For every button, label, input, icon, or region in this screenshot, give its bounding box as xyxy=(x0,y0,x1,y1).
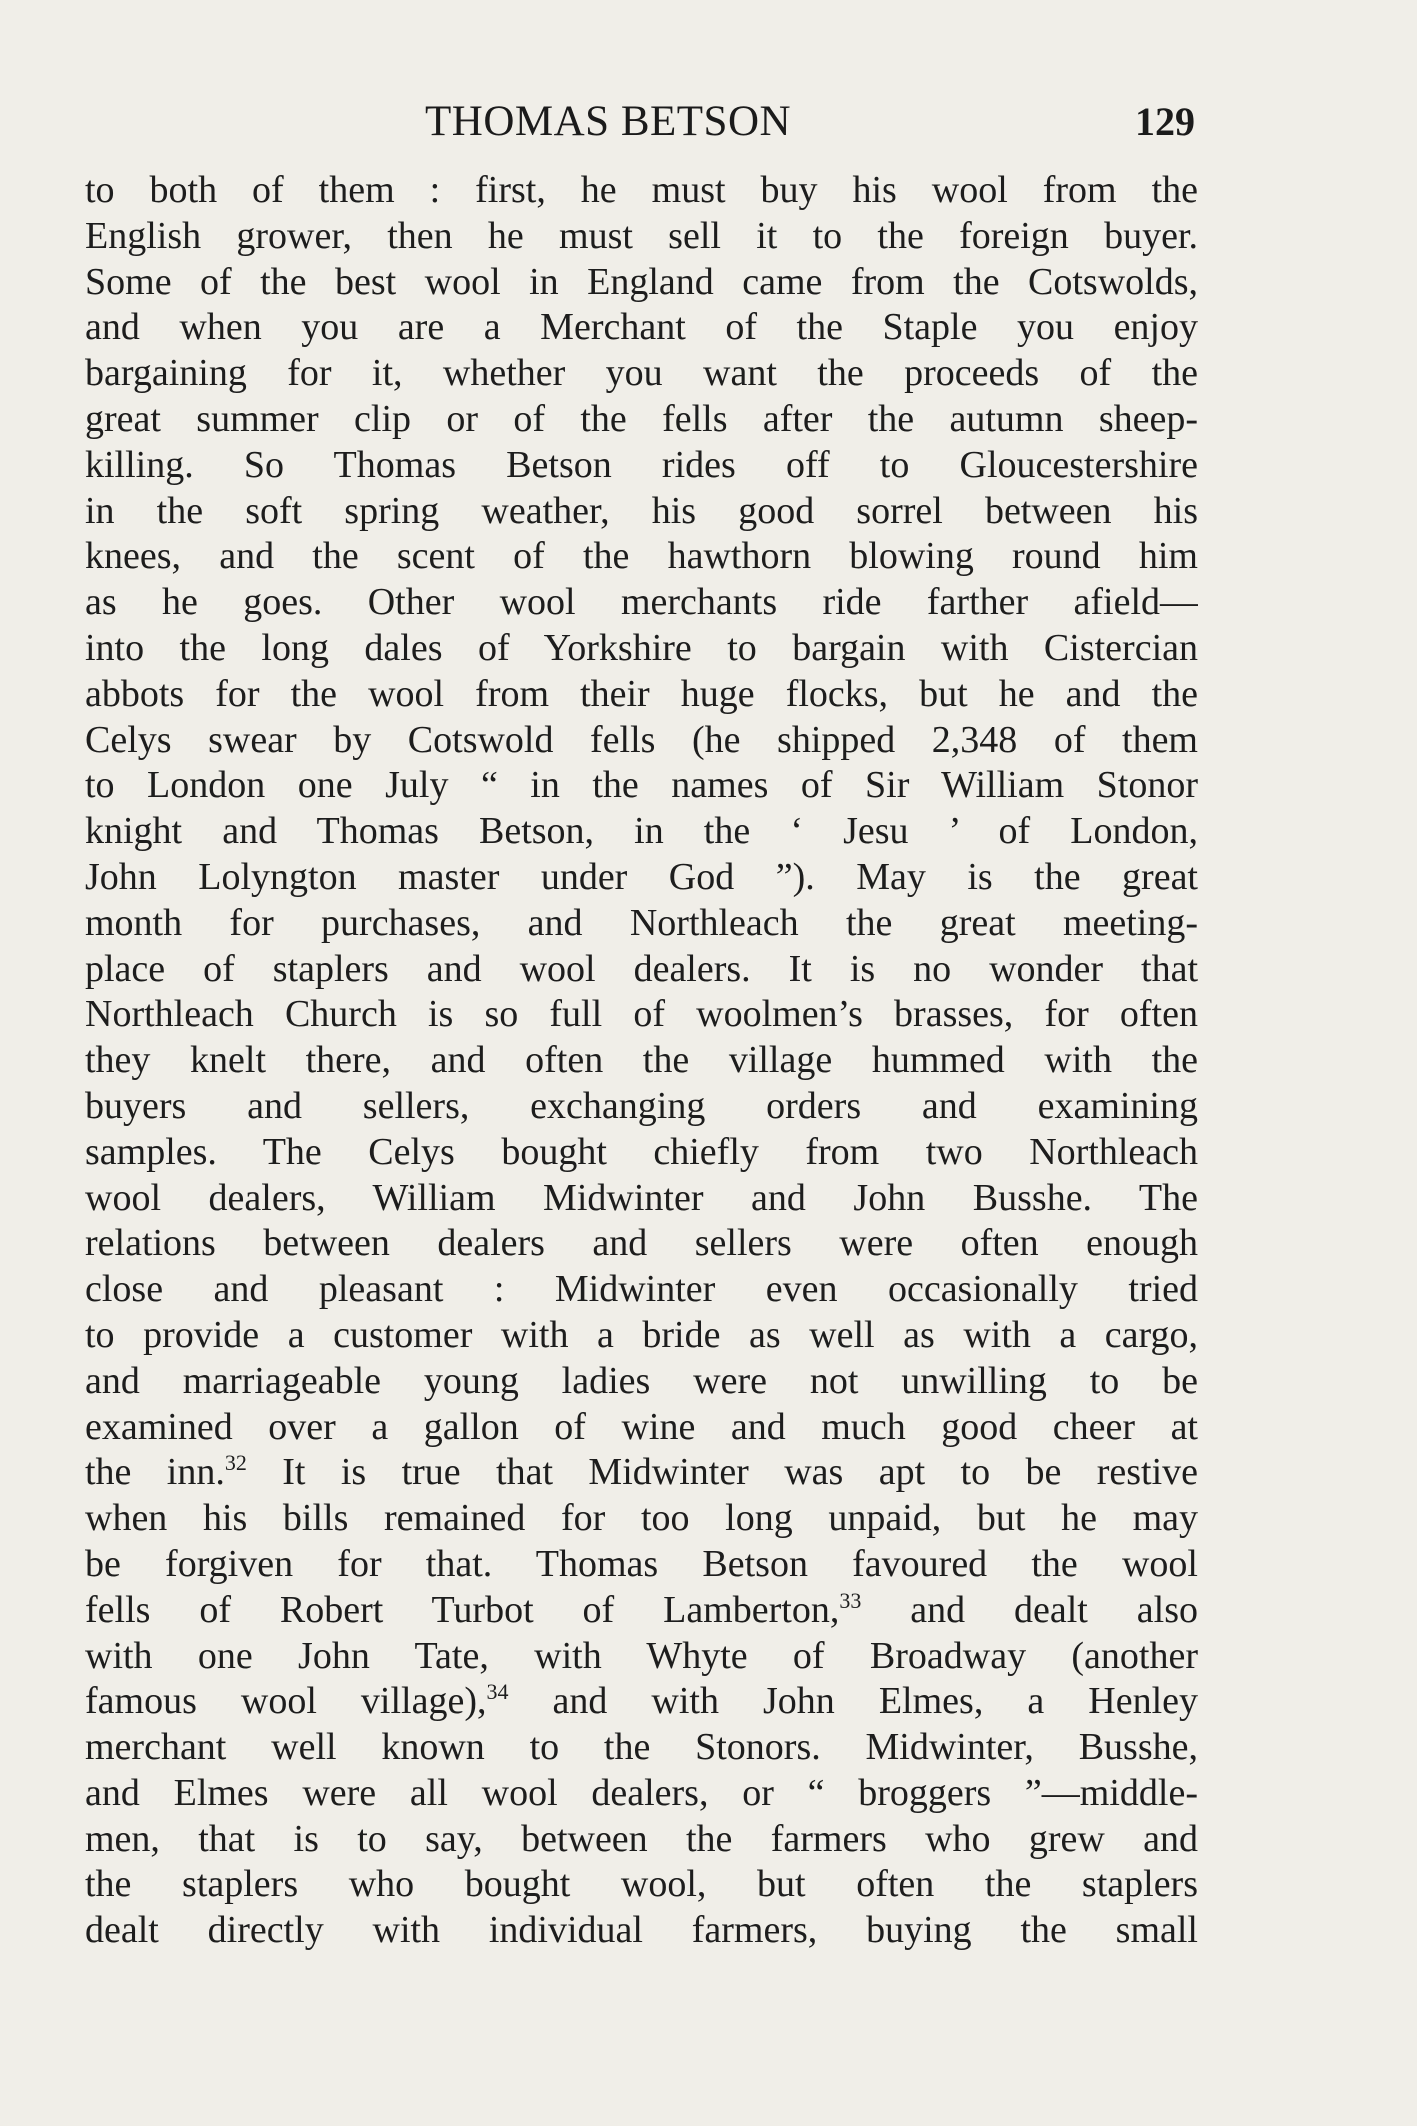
text-line xyxy=(85,1634,1198,1680)
footnote-reference: 34 xyxy=(486,1679,509,1705)
line-text: famous wool village), xyxy=(85,1680,487,1723)
line-text: English grower, then he must sell it to the foreign buyer. xyxy=(85,214,1198,257)
line-text: be forgiven for that. Thomas Betson favoured the wool xyxy=(85,1542,1198,1585)
page-header xyxy=(85,92,1195,152)
line-text: to London one July “ in the names of Sir William Stonor xyxy=(85,764,1198,807)
line-text: killing. So Thomas Betson rides off to Gloucestershire xyxy=(85,443,1198,486)
text-line xyxy=(85,168,1198,214)
line-text: to provide a customer with a bride as well as with a cargo, xyxy=(85,1313,1198,1356)
text-line xyxy=(85,1450,1198,1496)
text-line xyxy=(85,1267,1198,1313)
line-text: month for purchases, and Northleach the great meeting- xyxy=(85,901,1198,944)
page-number: 129 xyxy=(1135,99,1195,144)
text-line xyxy=(85,1496,1198,1542)
line-text: the staplers who bought wool, but often the staplers xyxy=(85,1863,1198,1906)
footnote-reference: 33 xyxy=(839,1587,862,1613)
line-text: fells of Robert Turbot of Lamberton, xyxy=(85,1588,840,1631)
text-line xyxy=(85,1359,1198,1405)
line-text: merchant well known to the Stonors. Midwinter, Busshe, xyxy=(85,1726,1198,1769)
text-line xyxy=(85,1084,1198,1130)
text-line xyxy=(85,947,1198,993)
text-line xyxy=(85,1405,1198,1451)
line-text: men, that is to say, between the farmers who grew and xyxy=(85,1817,1198,1860)
text-line xyxy=(85,214,1198,260)
line-text: abbots for the wool from their huge flocks, but he and the xyxy=(85,672,1198,715)
line-text: wool dealers, William Midwinter and John Busshe. The xyxy=(85,1176,1198,1219)
text-line xyxy=(85,901,1198,947)
text-line xyxy=(85,1908,1198,1954)
text-line xyxy=(85,397,1198,443)
text-line xyxy=(85,672,1198,718)
text-line xyxy=(85,580,1198,626)
text-line xyxy=(85,1817,1198,1863)
text-line xyxy=(85,351,1198,397)
text-line xyxy=(85,1221,1198,1267)
line-text: with one John Tate, with Whyte of Broadway (another xyxy=(85,1634,1198,1677)
line-text: they knelt there, and often the village hummed with the xyxy=(85,1039,1198,1082)
text-line xyxy=(85,992,1198,1038)
line-text: Celys swear by Cotswold fells (he shipped 2,348 of them xyxy=(85,718,1198,761)
text-line xyxy=(85,1862,1198,1908)
line-text: and when you are a Merchant of the Staple you enjoy xyxy=(85,306,1198,349)
line-text-continued: It is true that Midwinter was apt to be restive xyxy=(246,1451,1198,1494)
line-text: and marriageable young ladies were not unwilling to be xyxy=(85,1359,1198,1402)
text-line xyxy=(85,260,1198,306)
line-text: place of staplers and wool dealers. It is no wonder that xyxy=(85,947,1198,990)
line-text: bargaining for it, whether you want the proceeds of the xyxy=(85,352,1198,395)
line-text: samples. The Celys bought chiefly from two Northleach xyxy=(85,1130,1198,1173)
text-line xyxy=(85,1176,1198,1222)
line-text: the inn. xyxy=(85,1451,225,1494)
line-text: Northleach Church is so full of woolmen’s brasses, for often xyxy=(85,993,1198,1036)
line-text: when his bills remained for too long unpaid, but he may xyxy=(85,1497,1198,1540)
line-text: buyers and sellers, exchanging orders and examining xyxy=(85,1084,1198,1127)
text-line xyxy=(85,1038,1198,1084)
line-text-continued: and dealt also xyxy=(861,1588,1198,1631)
text-line xyxy=(85,1679,1198,1725)
line-text: examined over a gallon of wine and much good cheer at xyxy=(85,1405,1198,1448)
text-line xyxy=(85,1542,1198,1588)
body-text xyxy=(85,168,1198,1954)
line-text: knight and Thomas Betson, in the ‘ Jesu ’ of London, xyxy=(85,810,1198,853)
line-text: in the soft spring weather, his good sorrel between his xyxy=(85,489,1198,532)
text-line xyxy=(85,443,1198,489)
text-line xyxy=(85,1725,1198,1771)
line-text: to both of them : first, he must buy his wool from the xyxy=(85,169,1198,211)
text-line xyxy=(85,1588,1198,1634)
line-text: into the long dales of Yorkshire to bargain with Cistercian xyxy=(85,626,1198,669)
text-line xyxy=(85,809,1198,855)
text-line xyxy=(85,1313,1198,1359)
text-line xyxy=(85,489,1198,535)
text-line xyxy=(85,855,1198,901)
text-line xyxy=(85,305,1198,351)
line-text: knees, and the scent of the hawthorn blowing round him xyxy=(85,535,1198,578)
footnote-reference: 32 xyxy=(224,1450,247,1476)
line-text: relations between dealers and sellers were often enough xyxy=(85,1222,1198,1265)
text-line xyxy=(85,534,1198,580)
line-text: and Elmes were all wool dealers, or “ broggers ”—middle- xyxy=(85,1771,1198,1814)
line-text-continued: and with John Elmes, a Henley xyxy=(508,1680,1198,1723)
line-text: dealt directly with individual farmers, buying the small xyxy=(85,1909,1198,1952)
text-line xyxy=(85,626,1198,672)
text-line xyxy=(85,763,1198,809)
line-text: Some of the best wool in England came from the Cotswolds, xyxy=(85,260,1198,303)
line-text: great summer clip or of the fells after the autumn sheep- xyxy=(85,397,1198,440)
text-line xyxy=(85,1771,1198,1817)
line-text: John Lolyngton master under God ”). May is the great xyxy=(85,855,1198,898)
line-text: as he goes. Other wool merchants ride farther afield— xyxy=(85,581,1198,624)
text-line xyxy=(85,718,1198,764)
running-title: THOMAS BETSON xyxy=(425,98,792,145)
line-text: close and pleasant : Midwinter even occasionally tried xyxy=(85,1268,1198,1311)
text-line xyxy=(85,1130,1198,1176)
